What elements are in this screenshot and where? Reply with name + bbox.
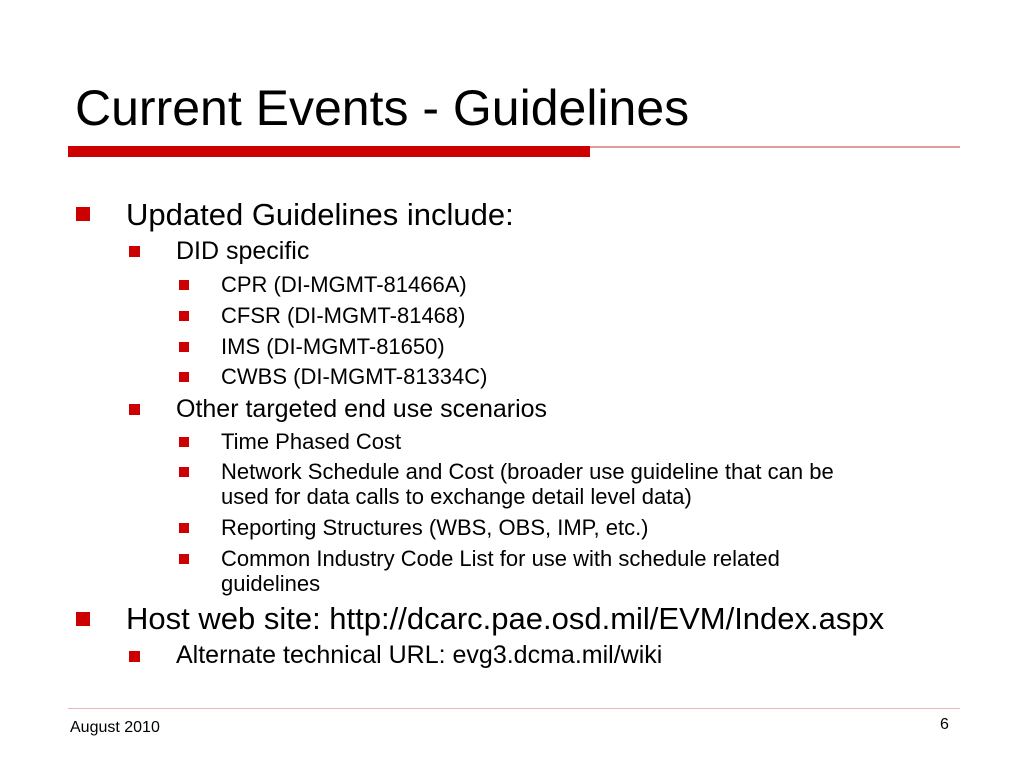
square-bullet-icon bbox=[179, 467, 189, 477]
square-bullet-icon bbox=[129, 404, 140, 415]
title-underline-thick bbox=[68, 146, 590, 157]
bullet-text: Other targeted end use scenarios bbox=[176, 395, 548, 423]
square-bullet-icon bbox=[76, 207, 90, 221]
bullet-text-line2: used for data calls to exchange detail level data) bbox=[221, 484, 692, 509]
page-number: 6 bbox=[940, 716, 949, 733]
square-bullet-icon bbox=[179, 342, 189, 352]
bullet-text: Host web site: http://dcarc.pae.osd.mil/EVM/Index.aspx bbox=[126, 601, 885, 636]
bullet-text-line1: Network Schedule and Cost (broader use guideline that can be bbox=[221, 459, 834, 484]
bullet-text-line2: guidelines bbox=[221, 571, 321, 596]
footer-divider bbox=[68, 708, 960, 709]
bullet-text-line1: Common Industry Code List for use with schedule related bbox=[221, 546, 780, 571]
bullet-text: CPR (DI-MGMT-81466A) bbox=[221, 272, 467, 297]
square-bullet-icon bbox=[179, 523, 189, 533]
footer-date: August 2010 bbox=[70, 719, 160, 736]
square-bullet-icon bbox=[179, 280, 189, 290]
square-bullet-icon bbox=[179, 437, 189, 447]
bullet-text: DID specific bbox=[176, 237, 310, 265]
square-bullet-icon bbox=[129, 651, 140, 662]
square-bullet-icon bbox=[179, 554, 189, 564]
title-underline-thin bbox=[590, 146, 960, 148]
bullet-text: CWBS (DI-MGMT-81334C) bbox=[221, 364, 488, 389]
square-bullet-icon bbox=[179, 372, 189, 382]
bullet-text: Time Phased Cost bbox=[221, 429, 402, 454]
bullet-text: Reporting Structures (WBS, OBS, IMP, etc.) bbox=[221, 515, 649, 540]
bullet-text: Updated Guidelines include: bbox=[126, 197, 514, 232]
square-bullet-icon bbox=[179, 311, 189, 321]
square-bullet-icon bbox=[129, 246, 140, 257]
slide-title: Current Events - Guidelines bbox=[75, 80, 690, 136]
bullet-text: CFSR (DI-MGMT-81468) bbox=[221, 303, 466, 328]
bullet-text: IMS (DI-MGMT-81650) bbox=[221, 334, 445, 359]
bullet-text: Alternate technical URL: evg3.dcma.mil/wiki bbox=[176, 641, 663, 669]
square-bullet-icon bbox=[76, 612, 90, 626]
